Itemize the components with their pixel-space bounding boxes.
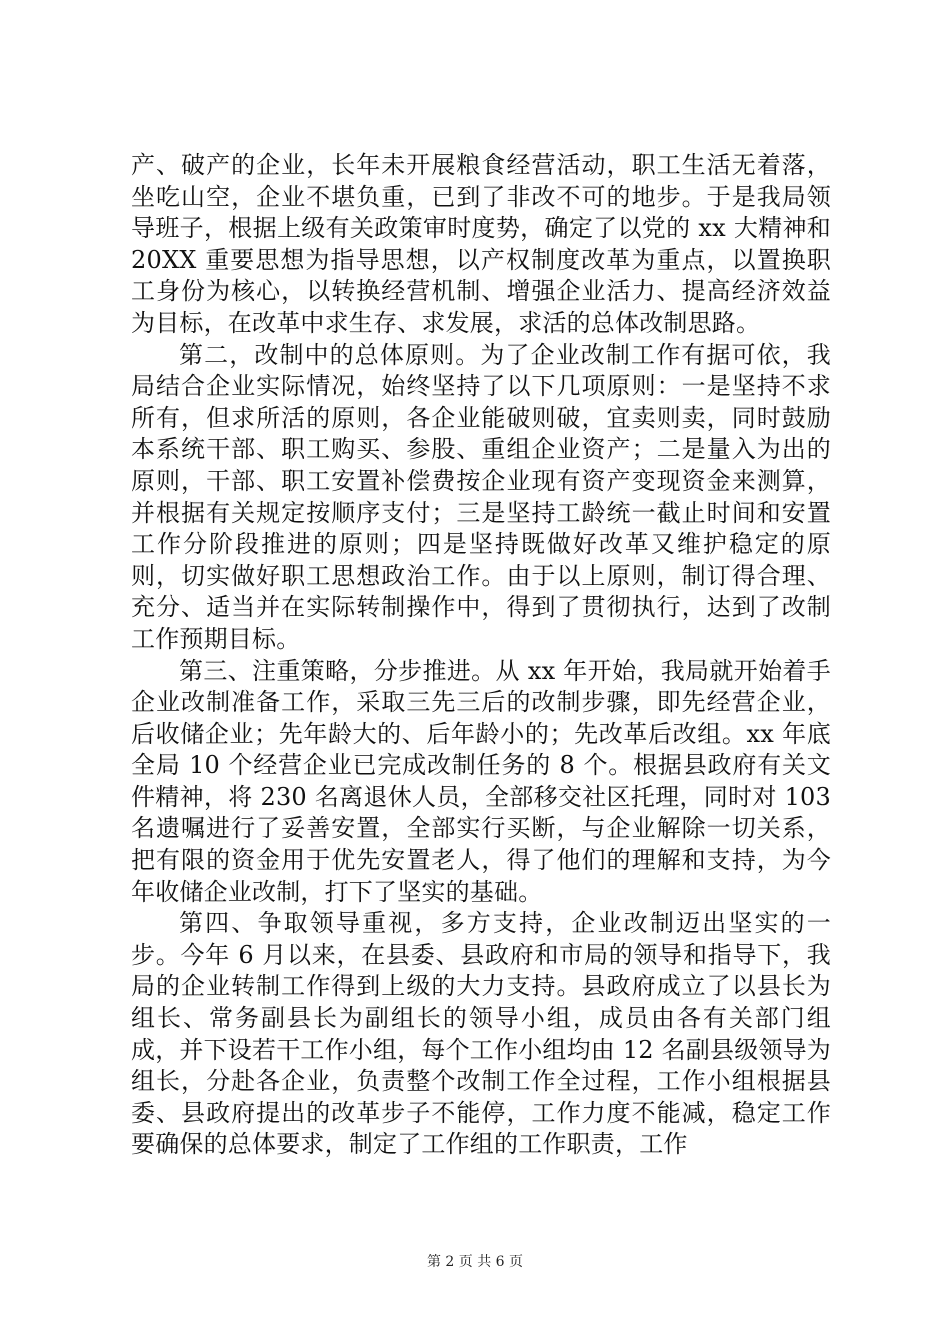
- document-body: [131, 150, 831, 1161]
- page-footer: [0, 1251, 950, 1271]
- paragraph-4: 第四、争取领导重视，多方支持，企业改制迈出坚实的一步。今年 6 月以来，在县委、县政府和市局的领导和指导下，我局的企业转制工作得到上级的大力支持。县政府成立了以县长为组长、常务副县长为副组长的领导小组，成员由各有关部门组成，并下设若干工作小组，每个工作小组均由 12 名副县级领导为组长，分赴各企业，负责整个改制工作全过程，工作小组根据县委、县政府提出的改革步子不能停，工作力度不能减，稳定工作要确保的总体要求，制定了工作组的工作职责，工作: [131, 909, 831, 1159]
- page-number: 第 2 页 共 6 页: [426, 1254, 524, 1270]
- paragraph-2: 第二，改制中的总体原则。为了企业改制工作有据可依，我局结合企业实际情况，始终坚持了以下几项原则：一是坚持不求所有，但求所活的原则，各企业能破则破，宜卖则卖，同时鼓励本系统干部、职工购买、参股、重组企业资产；二是量入为出的原则，干部、职工安置补偿费按企业现有资产变现资金来测算，并根据有关规定按顺序支付；三是坚持工龄统一截止时间和安置工作分阶段推进的原则；四是坚持既做好改革又维护稳定的原则，切实做好职工思想政治工作。由于以上原则，制订得合理、充分、适当并在实际转制操作中，得到了贯彻执行，达到了改制工作预期目标。: [131, 340, 831, 653]
- paragraph-1: 产、破产的企业，长年未开展粮食经营活动，职工生活无着落，坐吃山空，企业不堪负重，已到了非改不可的地步。于是我局领导班子，根据上级有关政策审时度势，确定了以党的 xx 大精神和 20XX 重要思想为指导思想，以产权制度改革为重点，以置换职工身份为核心，以转换经营机制、增强企业活力、提高经济效益为目标，在改革中求生存、求发展，求活的总体改制思路。: [131, 151, 831, 337]
- paragraph-3: 第三、注重策略，分步推进。从 xx 年开始，我局就开始着手企业改制准备工作，采取三先三后的改制步骤，即先经营企业，后收储企业；先年龄大的、后年龄小的；先改革后改组。xx 年底全局 10 个经营企业已完成改制任务的 8 个。根据县政府有关文件精神，将 230 名离退休人员，全部移交社区托理，同时对 103 名遗嘱进行了妥善安置，全部实行买断，与企业解除一切关系，把有限的资金用于优先安置老人，得了他们的理解和支持，为今年收储企业改制，打下了坚实的基础。: [131, 656, 831, 906]
